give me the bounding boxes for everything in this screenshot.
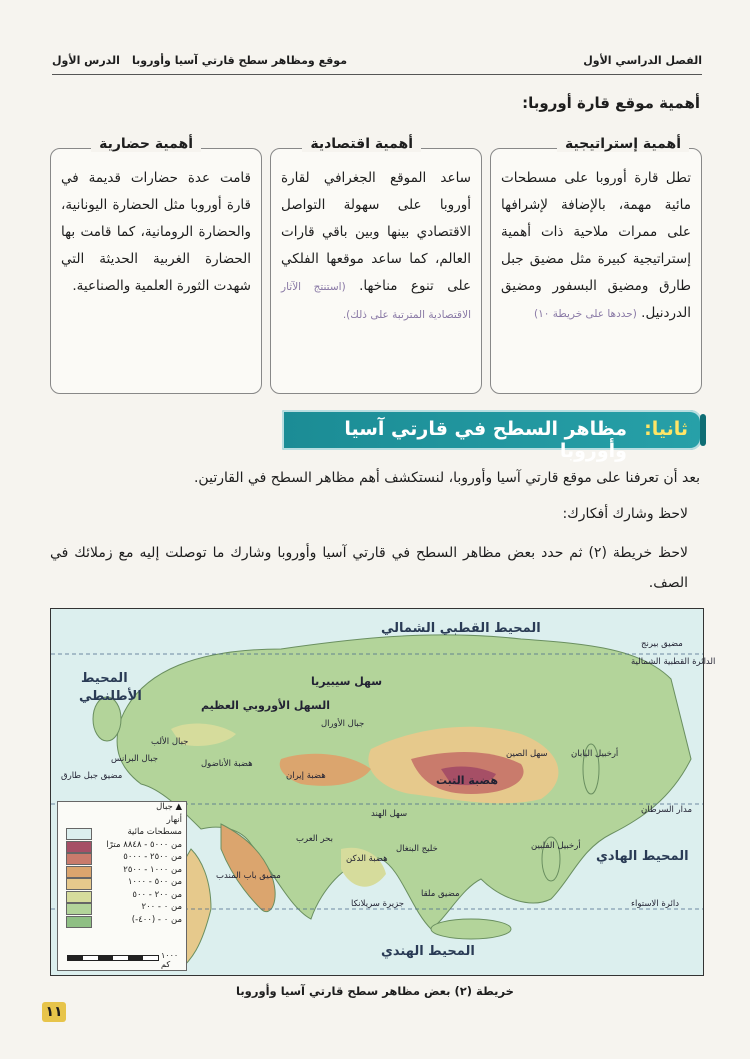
legend-row bbox=[58, 915, 186, 928]
label-malacca: مضيق ملقا bbox=[421, 889, 460, 899]
page-header bbox=[52, 50, 702, 72]
legend-range: من ٠ - ٢٠٠ bbox=[141, 902, 182, 912]
legend-swatch bbox=[66, 866, 92, 878]
map-caption: خريطة (٢) بعض مظاهر سطح قارتي آسيا وأوروبا bbox=[236, 984, 514, 998]
label-alps: جبال الألب bbox=[151, 737, 189, 747]
legend-swatch bbox=[66, 903, 92, 915]
label-anatolia: هضبة الأناضول bbox=[201, 759, 253, 769]
label-atlantic-2: الأطلنطي bbox=[79, 689, 142, 704]
label-atlantic: المحيط bbox=[81, 671, 128, 686]
legend-swatch bbox=[66, 828, 92, 840]
box-text bbox=[61, 165, 251, 300]
label-srilanka: جزيرة سريلانكا bbox=[351, 899, 405, 909]
legend-swatch bbox=[66, 916, 92, 928]
label-ural: جبال الأورال bbox=[321, 719, 365, 729]
box-title: أهمية إستراتيجية bbox=[557, 136, 689, 152]
box-note: (استنتج الآثار الاقتصادية المترتبة على ذلك). bbox=[281, 281, 471, 321]
unit-title: الفصل الدراسي الأول bbox=[583, 54, 702, 67]
strategic-importance-box bbox=[490, 136, 702, 394]
legend-mountains: ▲ جبال bbox=[156, 802, 182, 812]
legend-swatch bbox=[66, 841, 92, 853]
label-indian-ocean: المحيط الهندي bbox=[381, 944, 475, 959]
legend-water: مسطحات مائية bbox=[127, 827, 182, 837]
label-tropic: مدار السرطان bbox=[641, 805, 693, 815]
label-japan: أرخبيل اليابان bbox=[571, 749, 619, 759]
legend-row bbox=[58, 852, 186, 865]
indonesia-islands bbox=[431, 919, 511, 939]
label-tibet: هضبة التبت bbox=[436, 774, 498, 787]
box-text bbox=[281, 165, 471, 329]
legend-rivers: أنهار bbox=[166, 814, 182, 825]
label-great-plain: السهل الأوروبي العظيم bbox=[201, 699, 331, 712]
section-banner bbox=[282, 410, 702, 462]
label-pyrenees: جبال البرانس bbox=[111, 754, 159, 764]
relief-map bbox=[50, 608, 716, 976]
legend-range: من ٢٠٠ - ٥٠٠ bbox=[132, 889, 182, 900]
box-text bbox=[501, 165, 691, 328]
legend-row bbox=[58, 802, 186, 815]
label-equator: دائرة الاستواء bbox=[631, 899, 680, 909]
legend-range: من ٥٠٠٠ - ٨٨٤٨ مترًا bbox=[106, 839, 182, 850]
banner-number: ثانيا: bbox=[644, 418, 688, 440]
activity-instructions: لاحظ خريطة (٢) ثم حدد بعض مظاهر السطح في قارتي آسيا وأوروبا وشارك ما توصلت إليه مع زملائك في الصف. bbox=[50, 545, 688, 591]
legend-row bbox=[58, 815, 186, 828]
box-body: تطل قارة أوروبا على مسطحات مائية مهمة، بالإضافة لإشرافها على ممرات ملاحية ذات أهمية إستراتيجية كبيرة مثل مضيق جبل طارق ومضيق البسفور ومضيق الدردنيل. bbox=[501, 170, 691, 321]
label-deccan: هضبة الدكن bbox=[346, 854, 388, 864]
box-note: (حددها على خريطة ١٠) bbox=[534, 308, 637, 320]
cultural-importance-box bbox=[50, 136, 262, 394]
label-iran: هضبة إيران bbox=[286, 771, 326, 781]
label-gibraltar: مضيق جبل طارق bbox=[61, 771, 123, 781]
legend-range: من ٥٠٠ - ١٠٠٠ bbox=[127, 877, 182, 887]
box-title: أهمية اقتصادية bbox=[302, 136, 421, 152]
label-arabian-sea: بحر العرب bbox=[296, 834, 333, 844]
label-india-plain: سهل الهند bbox=[371, 809, 408, 819]
legend-swatch bbox=[66, 853, 92, 865]
legend-range: من ٢٥٠٠ - ٥٠٠٠ bbox=[123, 852, 182, 862]
activity-title: لاحظ وشارك أفكارك: bbox=[562, 506, 688, 522]
label-arctic-ocean: المحيط القطبي الشمالي bbox=[381, 621, 541, 636]
label-bering: مضيق بيرنج bbox=[641, 639, 683, 649]
legend-row bbox=[58, 902, 186, 915]
legend-range: من ٠ - (٤٠٠-) bbox=[131, 914, 182, 925]
legend-range: من ١٠٠٠ - ٢٥٠٠ bbox=[123, 864, 182, 875]
legend-row bbox=[58, 865, 186, 878]
label-babmandeb: مضيق باب المندب bbox=[216, 871, 281, 881]
legend-swatch bbox=[66, 891, 92, 903]
map-scale bbox=[57, 949, 185, 971]
lesson-title: الدرس الأول bbox=[52, 54, 120, 67]
banner-tab bbox=[700, 414, 706, 446]
label-arctic-circle: الدائرة القطبية الشمالية bbox=[631, 657, 716, 667]
page-number: ١١ bbox=[42, 1002, 66, 1022]
label-philippines: أرخبيل الفلبين bbox=[531, 841, 581, 851]
banner-title: مظاهر السطح في قارتي آسيا وأوروبا bbox=[344, 418, 627, 462]
legend-row bbox=[58, 840, 186, 853]
scale-label: ١٠٠٠ كم bbox=[161, 951, 179, 969]
topic-title: موقع ومظاهر سطح قارتي آسيا وأوروبا bbox=[132, 54, 348, 67]
label-china-plain: سهل الصين bbox=[506, 749, 548, 759]
label-bengal: خليج البنغال bbox=[396, 844, 438, 854]
box-body: قامت عدة حضارات قديمة في قارة أوروبا مثل الحضارة اليونانية، والحضارة الرومانية، كما قامت بها الحضارة الغربية الحديثة التي شهدت الثورة العلمية والصناعية. bbox=[61, 170, 251, 294]
box-title: أهمية حضارية bbox=[91, 136, 201, 152]
economic-importance-box bbox=[270, 136, 482, 394]
box-body: ساعد الموقع الجغرافي لقارة أوروبا على سهولة التواصل الاقتصادي بينها وبين باقي قارات العالم، كما ساعد موقعها الفلكي على تنوع مناخها. bbox=[281, 170, 471, 294]
map-legend bbox=[57, 801, 187, 971]
intro-paragraph: بعد أن تعرفنا على موقع قارتي آسيا وأوروبا، لنستكشف أهم مظاهر السطح في القارتين. bbox=[193, 470, 700, 486]
legend-row bbox=[58, 827, 186, 840]
legend-swatch bbox=[66, 878, 92, 890]
label-pacific-ocean: المحيط الهادي bbox=[596, 849, 689, 864]
scale-bar bbox=[67, 955, 159, 961]
legend-row bbox=[58, 890, 186, 903]
section-heading: أهمية موقع قارة أوروبا: bbox=[522, 94, 700, 112]
label-siberia: سهل سيبيريا bbox=[311, 675, 383, 688]
legend-row bbox=[58, 877, 186, 890]
header-divider bbox=[52, 74, 702, 75]
